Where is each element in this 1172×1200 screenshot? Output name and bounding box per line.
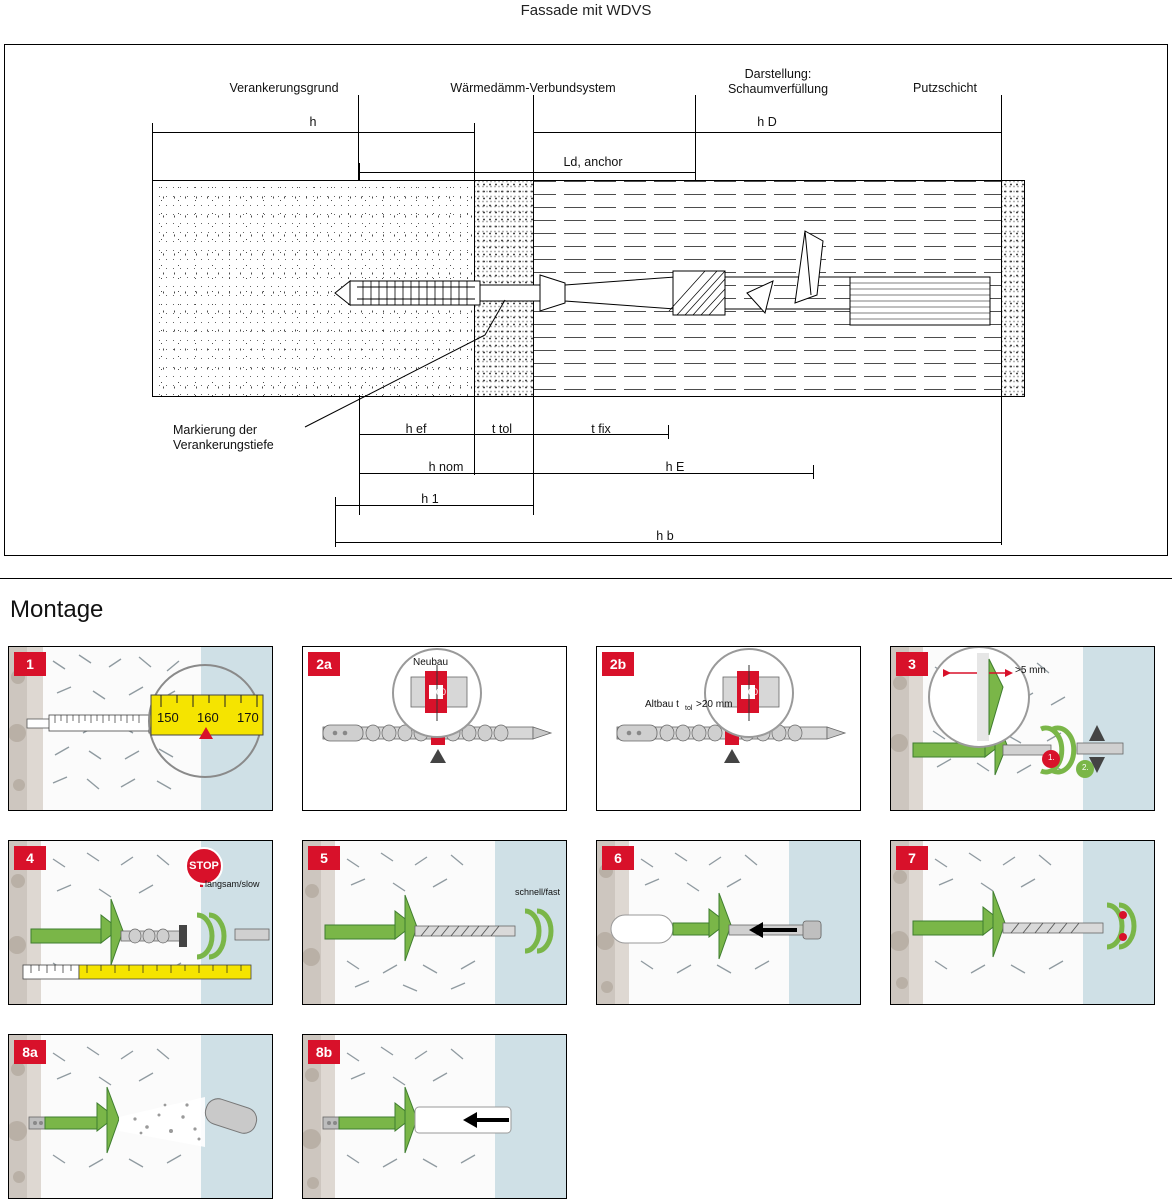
step-badge-2a: 2a — [308, 652, 340, 676]
dim-label-ttol: t tol — [491, 422, 513, 436]
step-badge-5: 5 — [308, 846, 340, 870]
step1-measure-160: 160 — [197, 710, 219, 725]
callout-markierung-line1: Markierung der — [173, 423, 258, 437]
dim-tick-hb-right — [1001, 395, 1002, 545]
dim-tick-hef-right — [474, 395, 475, 475]
dim-tick-h1-left — [335, 497, 336, 547]
step2a-value-160: 160 — [431, 687, 447, 697]
dim-tick-tfix-right — [668, 425, 669, 439]
page-title: Fassade mit WDVS — [520, 2, 652, 19]
step3-caption-gap: >5 mm — [1015, 665, 1046, 676]
step-badge-8b: 8b — [308, 1040, 340, 1064]
montage-step-8b[interactable] — [302, 1034, 567, 1199]
montage-step-1[interactable] — [8, 646, 273, 811]
callout-schaum-line2: Schaumverfüllung — [727, 82, 829, 96]
stop-sign: STOP — [185, 847, 223, 885]
step-badge-2b: 2b — [602, 652, 634, 676]
callout-wdvs: Wärmedämm-Verbundsystem — [450, 81, 616, 95]
dim-tick-he-right — [813, 465, 814, 479]
callout-putzschicht: Putzschicht — [913, 81, 977, 95]
dim-label-ld: Ld, anchor — [563, 155, 623, 169]
callout-verankerungsgrund: Verankerungsgrund — [229, 81, 339, 95]
step2a-caption-neubau: Neubau — [413, 657, 449, 668]
dim-label-h1: h 1 — [421, 492, 439, 506]
montage-step-8a[interactable] — [8, 1034, 273, 1199]
montage-step-4[interactable] — [8, 840, 273, 1005]
montage-step-2a[interactable] — [302, 646, 567, 811]
dim-label-hd: h D — [757, 115, 777, 129]
step3-order-2: 2. — [1082, 763, 1089, 772]
step1-measure-170: 170 — [237, 710, 259, 725]
montage-step-6[interactable] — [596, 840, 861, 1005]
step4-caption-speed: langsam/slow — [205, 879, 260, 889]
callout-markierung-line2: Verankerungstiefe — [173, 438, 274, 452]
dim-label-hb: h b — [656, 529, 674, 543]
step3-order-1: 1. — [1048, 753, 1055, 762]
step5-caption-speed: schnell/fast — [515, 887, 561, 897]
montage-step-7[interactable] — [890, 840, 1155, 1005]
montage-step-3[interactable] — [890, 646, 1155, 811]
step-badge-3: 3 — [896, 652, 928, 676]
dim-tick-ttol-right — [533, 395, 534, 515]
step1-measure-150: 150 — [157, 710, 179, 725]
dim-label-hef: h ef — [405, 422, 427, 436]
step-badge-1: 1 — [14, 652, 46, 676]
dim-label-tfix: t fix — [591, 422, 611, 436]
step2b-caption-threshold: >20 mm — [696, 699, 733, 710]
step-badge-6: 6 — [602, 846, 634, 870]
callout-schaum-line1: Darstellung: — [744, 67, 812, 81]
step2b-caption-altbau: Altbau t — [645, 699, 679, 710]
dim-label-he: h E — [665, 460, 685, 474]
step2b-caption-subscript: tol — [685, 705, 693, 712]
step-badge-8a: 8a — [14, 1040, 46, 1064]
step-badge-4: 4 — [14, 846, 46, 870]
dim-label-h: h — [309, 115, 317, 129]
dim-tick-hef-left — [359, 395, 360, 515]
step-badge-7: 7 — [896, 846, 928, 870]
montage-heading: Montage — [10, 596, 104, 623]
montage-step-2b[interactable] — [596, 646, 861, 811]
montage-step-5[interactable] — [302, 840, 567, 1005]
technical-drawing-panel — [4, 44, 1168, 556]
anchor-cross-section-drawing — [5, 45, 1165, 553]
dim-label-hnom: h nom — [428, 460, 464, 474]
section-divider — [0, 578, 1172, 579]
step2b-value-160: 160 — [743, 687, 759, 697]
